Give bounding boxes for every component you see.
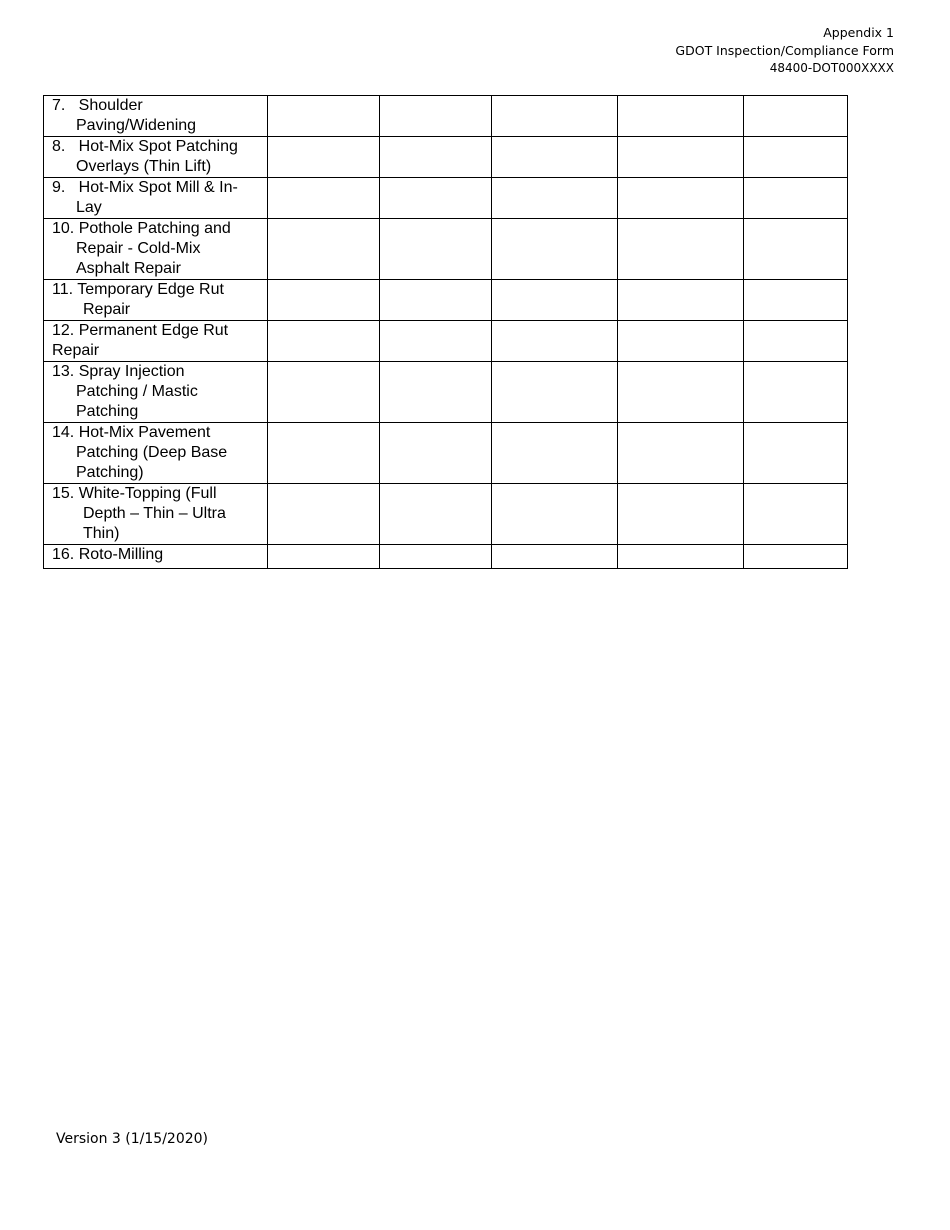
work-item-line: Repair (52, 342, 100, 359)
entry-cell[interactable] (744, 178, 848, 219)
appendix-label: Appendix 1 (823, 25, 894, 40)
entry-cell[interactable] (380, 219, 492, 280)
table-row (44, 280, 848, 321)
entry-cell[interactable] (492, 137, 618, 178)
work-item-line: Repair (83, 301, 131, 318)
table-row (44, 137, 848, 178)
work-item-line: Lay (76, 199, 102, 216)
entry-cell[interactable] (618, 280, 744, 321)
entry-cell[interactable] (268, 178, 380, 219)
work-item-line: Patching / Mastic (76, 383, 198, 400)
entry-cell[interactable] (744, 321, 848, 362)
entry-cell[interactable] (618, 484, 744, 545)
entry-cell[interactable] (744, 484, 848, 545)
table-row (44, 545, 848, 569)
work-item-line: Patching) (76, 464, 144, 481)
form-code: 48400-DOT000XXXX (769, 61, 894, 75)
inspection-table (43, 95, 848, 569)
table-row (44, 423, 848, 484)
entry-cell[interactable] (380, 423, 492, 484)
work-item-line: Overlays (Thin Lift) (76, 158, 212, 175)
work-item-label (44, 321, 268, 362)
entry-cell[interactable] (268, 280, 380, 321)
work-item-line: 7. Shoulder (52, 97, 143, 114)
table-row (44, 321, 848, 362)
entry-cell[interactable] (492, 362, 618, 423)
work-item-line: 10. Pothole Patching and (52, 220, 231, 237)
version-footer: Version 3 (1/15/2020) (56, 1131, 208, 1147)
work-item-label (44, 137, 268, 178)
table-row (44, 96, 848, 137)
entry-cell[interactable] (268, 219, 380, 280)
work-item-label (44, 219, 268, 280)
entry-cell[interactable] (380, 280, 492, 321)
page-header (675, 24, 894, 76)
entry-cell[interactable] (268, 137, 380, 178)
entry-cell[interactable] (380, 96, 492, 137)
work-item-line: 14. Hot-Mix Pavement (52, 424, 211, 441)
work-item-label (44, 96, 268, 137)
entry-cell[interactable] (618, 96, 744, 137)
entry-cell[interactable] (492, 178, 618, 219)
work-item-line: Depth – Thin – Ultra (83, 505, 226, 522)
entry-cell[interactable] (744, 137, 848, 178)
entry-cell[interactable] (492, 484, 618, 545)
work-item-label (44, 280, 268, 321)
entry-cell[interactable] (744, 219, 848, 280)
work-item-line: Repair - Cold-Mix (76, 240, 201, 257)
entry-cell[interactable] (380, 178, 492, 219)
table-row (44, 178, 848, 219)
entry-cell[interactable] (618, 362, 744, 423)
table-row (44, 484, 848, 545)
entry-cell[interactable] (744, 96, 848, 137)
entry-cell[interactable] (380, 484, 492, 545)
entry-cell[interactable] (268, 423, 380, 484)
entry-cell[interactable] (618, 545, 744, 569)
entry-cell[interactable] (380, 137, 492, 178)
entry-cell[interactable] (492, 545, 618, 569)
work-item-line: 15. White-Topping (Full (52, 485, 217, 502)
entry-cell[interactable] (268, 362, 380, 423)
entry-cell[interactable] (492, 321, 618, 362)
work-item-line: Paving/Widening (76, 117, 197, 134)
entry-cell[interactable] (268, 96, 380, 137)
work-item-line: 11. Temporary Edge Rut (52, 281, 224, 298)
work-item-label (44, 545, 268, 569)
work-item-label (44, 423, 268, 484)
work-item-line: Patching (Deep Base (76, 444, 228, 461)
work-item-line: 16. Roto-Milling (52, 546, 164, 563)
entry-cell[interactable] (744, 545, 848, 569)
work-item-line: Thin) (83, 525, 120, 542)
work-item-line: 12. Permanent Edge Rut (52, 322, 229, 339)
entry-cell[interactable] (380, 321, 492, 362)
entry-cell[interactable] (268, 484, 380, 545)
entry-cell[interactable] (492, 423, 618, 484)
entry-cell[interactable] (492, 219, 618, 280)
work-item-line: Patching (76, 403, 139, 420)
work-item-label (44, 362, 268, 423)
work-item-line: 9. Hot-Mix Spot Mill & In- (52, 179, 238, 196)
form-title: GDOT Inspection/Compliance Form (675, 43, 894, 58)
work-item-label (44, 484, 268, 545)
entry-cell[interactable] (744, 362, 848, 423)
entry-cell[interactable] (744, 423, 848, 484)
work-item-line: 8. Hot-Mix Spot Patching (52, 138, 238, 155)
entry-cell[interactable] (744, 280, 848, 321)
entry-cell[interactable] (618, 178, 744, 219)
entry-cell[interactable] (618, 423, 744, 484)
entry-cell[interactable] (268, 321, 380, 362)
entry-cell[interactable] (268, 545, 380, 569)
entry-cell[interactable] (492, 96, 618, 137)
work-item-line: Asphalt Repair (76, 260, 181, 277)
entry-cell[interactable] (618, 137, 744, 178)
entry-cell[interactable] (618, 219, 744, 280)
work-item-line: 13. Spray Injection (52, 363, 185, 380)
entry-cell[interactable] (380, 545, 492, 569)
entry-cell[interactable] (380, 362, 492, 423)
work-item-label (44, 178, 268, 219)
table-row (44, 219, 848, 280)
table-row (44, 362, 848, 423)
entry-cell[interactable] (618, 321, 744, 362)
entry-cell[interactable] (492, 280, 618, 321)
